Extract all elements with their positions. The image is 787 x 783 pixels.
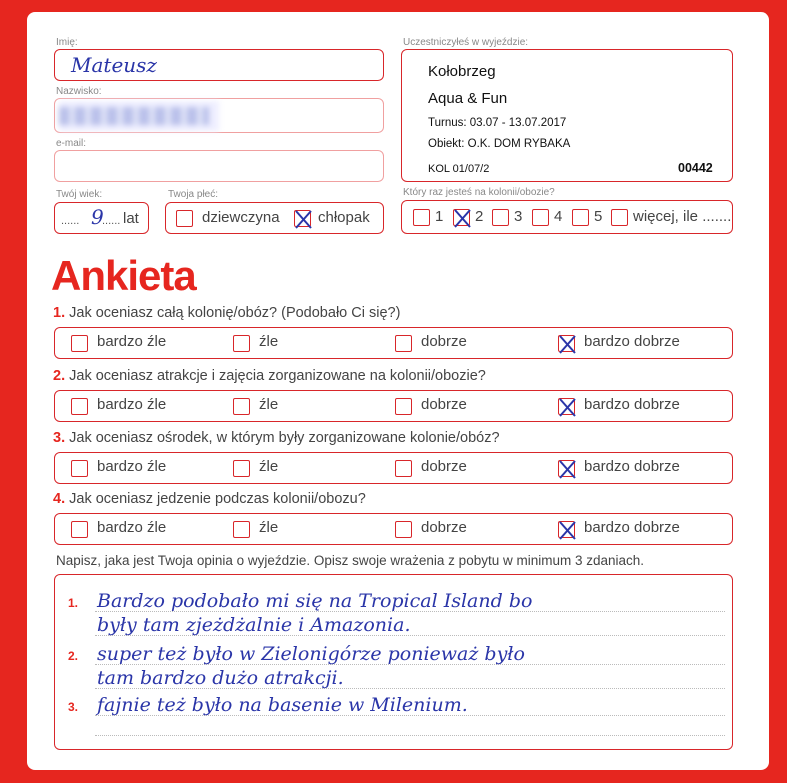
trip-place: Kołobrzeg: [428, 63, 496, 80]
question-label: Jak oceniasz ośrodek, w którym były zorganizowane kolonie/obóz?: [69, 430, 500, 446]
opinion-handwritten-line: Bardzo podobało mi się na Tropical Island bo: [97, 590, 533, 612]
trip-code: KOL 01/07/2: [428, 163, 490, 175]
gender-label: Twoja płeć:: [168, 189, 219, 200]
rating-label: źle: [259, 519, 279, 536]
check-mark-icon: [292, 208, 315, 231]
times-option-label: 1: [435, 208, 444, 225]
question-2-text: [53, 368, 486, 384]
opinion-handwritten-line: super też było w Zielonigórze ponieważ było: [97, 643, 525, 665]
gender-female-checkbox[interactable]: [176, 210, 193, 227]
times-field: [401, 200, 733, 234]
question-label: Jak oceniasz całą kolonię/obóz? (Podobało Ci się?): [69, 305, 401, 321]
trip-label: Uczestniczyłeś w wyjeździe:: [403, 37, 529, 48]
trip-program: Aqua & Fun: [428, 90, 508, 107]
age-value: 9: [91, 205, 104, 229]
check-mark-icon: [451, 207, 474, 230]
question-number: 1.: [53, 305, 66, 321]
check-mark-icon: [556, 396, 579, 419]
question-1-text: [53, 305, 400, 321]
age-field[interactable]: ...... 9 ...... lat: [54, 202, 149, 234]
rating-checkbox[interactable]: [71, 460, 88, 477]
email-label: e-mail:: [56, 138, 87, 149]
gender-female-label: dziewczyna: [202, 209, 280, 226]
question-number: 2.: [53, 368, 66, 384]
times-option-label: 4: [554, 208, 563, 225]
trip-obiekt: Obiekt: O.K. DOM RYBAKA: [428, 138, 571, 150]
question-3-options: [54, 452, 733, 484]
times-option-label: 5: [594, 208, 603, 225]
rating-label: bardzo dobrze: [584, 333, 680, 350]
rating-label: bardzo źle: [97, 519, 167, 536]
times-option-1-checkbox[interactable]: [413, 209, 430, 226]
rating-checkbox[interactable]: [233, 460, 250, 477]
surname-label: Nazwisko:: [56, 86, 102, 97]
times-option-3-checkbox[interactable]: [492, 209, 509, 226]
rating-checkbox[interactable]: [395, 460, 412, 477]
opinion-handwritten-line: były tam zjeżdżalnie i Amazonia.: [97, 614, 411, 636]
name-field[interactable]: [54, 49, 384, 81]
times-option-6-checkbox[interactable]: [611, 209, 628, 226]
rating-checkbox[interactable]: [395, 398, 412, 415]
rating-label: dobrze: [421, 458, 467, 475]
surname-redacted: [59, 101, 219, 131]
name-label: Imię:: [56, 37, 78, 48]
times-option-4-checkbox[interactable]: [532, 209, 549, 226]
gender-male-label: chłopak: [318, 209, 370, 226]
check-mark-icon: [556, 458, 579, 481]
rating-label: bardzo źle: [97, 333, 167, 350]
opinion-line-number: 1.: [68, 596, 79, 610]
rating-checkbox[interactable]: [71, 398, 88, 415]
rating-label: dobrze: [421, 396, 467, 413]
times-label: Który raz jesteś na kolonii/obozie?: [403, 187, 555, 198]
rating-checkbox[interactable]: [233, 398, 250, 415]
trip-number: 00442: [678, 161, 713, 175]
question-4-text: [53, 491, 366, 507]
rating-checkbox[interactable]: [71, 521, 88, 538]
opinion-line-number: 2.: [68, 649, 79, 663]
age-unit: lat: [123, 210, 139, 227]
times-option-label: więcej, ile .......: [633, 208, 732, 225]
times-option-2-checkbox[interactable]: [453, 209, 470, 226]
rating-label: bardzo źle: [97, 458, 167, 475]
writing-line: [95, 735, 725, 736]
times-option-5-checkbox[interactable]: [572, 209, 589, 226]
question-2-options: [54, 390, 733, 422]
question-3-text: [53, 430, 500, 446]
trip-turnus: Turnus: 03.07 - 13.07.2017: [428, 117, 567, 129]
question-4-options: [54, 513, 733, 545]
rating-checkbox[interactable]: [558, 521, 575, 538]
question-label: Jak oceniasz atrakcje i zajęcia zorganizowane na kolonii/obozie?: [69, 368, 486, 384]
rating-checkbox[interactable]: [558, 335, 575, 352]
check-mark-icon: [556, 333, 579, 356]
rating-label: dobrze: [421, 333, 467, 350]
opinion-prompt: Napisz, jaka jest Twoja opinia o wyjeździe. Opisz swoje wrażenia z pobytu w minimum 3 zdaniach.: [56, 553, 645, 568]
question-label: Jak oceniasz jedzenie podczas kolonii/obozu?: [69, 491, 366, 507]
rating-checkbox[interactable]: [233, 521, 250, 538]
rating-label: dobrze: [421, 519, 467, 536]
opinion-handwritten-line: tam bardzo dużo atrakcji.: [97, 667, 344, 689]
rating-label: źle: [259, 333, 279, 350]
surname-field[interactable]: [54, 98, 384, 133]
trip-card: [401, 49, 733, 182]
rating-label: źle: [259, 396, 279, 413]
rating-checkbox[interactable]: [558, 398, 575, 415]
rating-label: źle: [259, 458, 279, 475]
opinion-line-number: 3.: [68, 700, 79, 714]
rating-checkbox[interactable]: [71, 335, 88, 352]
rating-checkbox[interactable]: [395, 335, 412, 352]
question-number: 3.: [53, 430, 66, 446]
rating-label: bardzo źle: [97, 396, 167, 413]
email-field[interactable]: [54, 150, 384, 182]
age-label: Twój wiek:: [56, 189, 103, 200]
times-option-label: 3: [514, 208, 523, 225]
gender-male-checkbox[interactable]: [294, 210, 311, 227]
rating-label: bardzo dobrze: [584, 458, 680, 475]
question-1-options: [54, 327, 733, 359]
question-number: 4.: [53, 491, 66, 507]
rating-label: bardzo dobrze: [584, 519, 680, 536]
rating-label: bardzo dobrze: [584, 396, 680, 413]
check-mark-icon: [556, 519, 579, 542]
rating-checkbox[interactable]: [558, 460, 575, 477]
name-value: Mateusz: [71, 53, 157, 77]
opinion-handwritten-line: fajnie też było na basenie w Milenium.: [97, 694, 468, 716]
gender-field: [165, 202, 384, 234]
rating-checkbox[interactable]: [395, 521, 412, 538]
rating-checkbox[interactable]: [233, 335, 250, 352]
times-option-label: 2: [475, 208, 484, 225]
survey-title: Ankieta: [51, 252, 196, 299]
